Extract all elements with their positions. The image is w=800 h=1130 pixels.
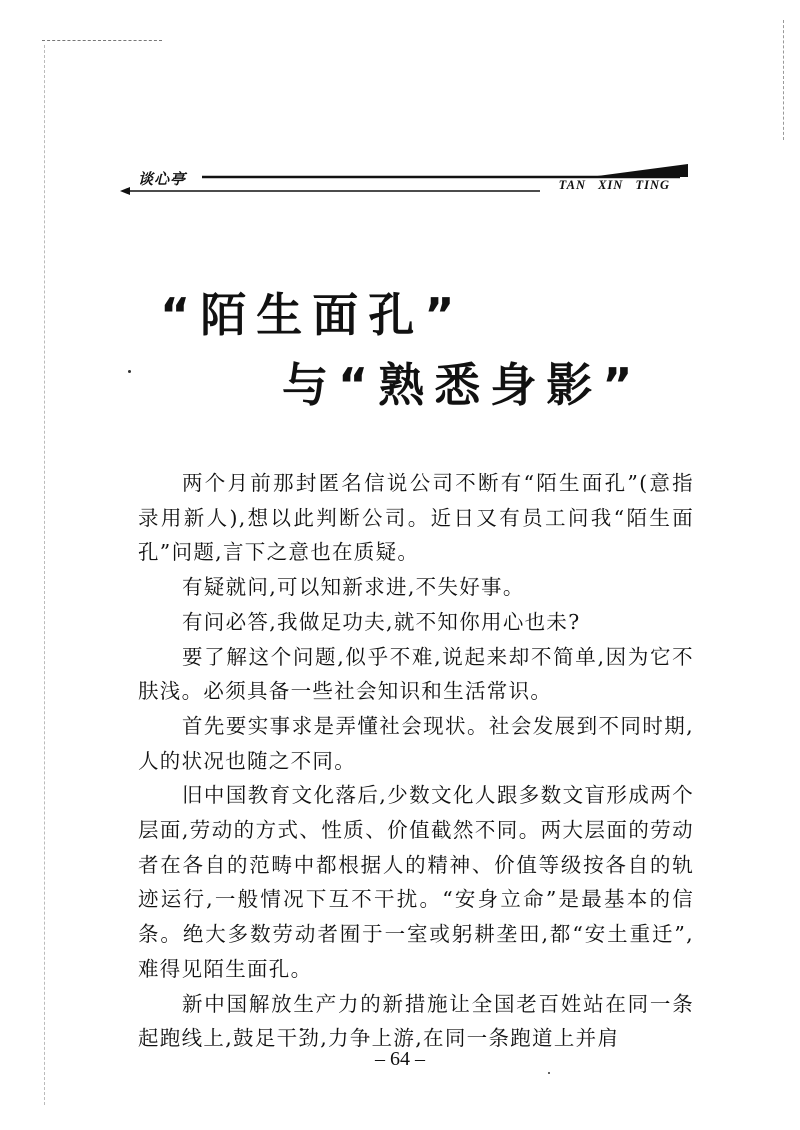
article-title-line-1: “陌生面孔” [160, 288, 465, 342]
paragraph: 要了解这个问题,似乎不难,说起来却不简单,因为它不肤浅。必须具备一些社会知识和生活常识。 [138, 644, 694, 704]
article-title-line-2: 与“熟悉身影” [282, 358, 643, 412]
article-body [138, 466, 694, 1056]
scan-artifact-top-line [42, 40, 162, 42]
page-number: – 64 – [375, 1048, 425, 1070]
header-right-wedge-icon [590, 164, 688, 177]
scan-speck [128, 370, 131, 373]
running-header [120, 160, 688, 200]
section-subtitle: TAN XIN TING [558, 178, 670, 192]
paragraph: 新中国解放生产力的新措施让全国老百姓站在同一条起跑线上,鼓足干劲,力争上游,在同一条跑道上并肩 [138, 991, 694, 1051]
section-title: 谈心亭 [138, 170, 187, 188]
paragraph: 两个月前那封匿名信说公司不断有“陌生面孔”(意指录用新人),想以此判断公司。近日又有员工问我“陌生面孔”问题,言下之意也在质疑。 [138, 471, 694, 565]
paragraph: 有问必答,我做足功夫,就不知你用心也未? [182, 609, 581, 634]
scan-artifact-left-line [44, 45, 46, 1105]
paragraph: 旧中国教育文化落后,少数文化人跟多数文盲形成两个层面,劳动的方式、性质、价值截然不同。两大层面的劳动者在各自的范畴中都根据人的精神、价值等级按各自的轨迹运行,一般情况下互不干扰。“安身立命”是最基本的信条。绝大多数劳动者囿于一室或躬耕垄田,都“安土重迁”,难得见陌生面孔。 [138, 783, 694, 981]
scan-speck [548, 1072, 550, 1074]
header-left-arrow-icon [120, 187, 130, 195]
scan-artifact-right-line [783, 20, 785, 140]
paragraph: 有疑就问,可以知新求进,不失好事。 [182, 575, 525, 600]
paragraph: 首先要实事求是弄懂社会现状。社会发展到不同时期,人的状况也随之不同。 [138, 713, 694, 773]
